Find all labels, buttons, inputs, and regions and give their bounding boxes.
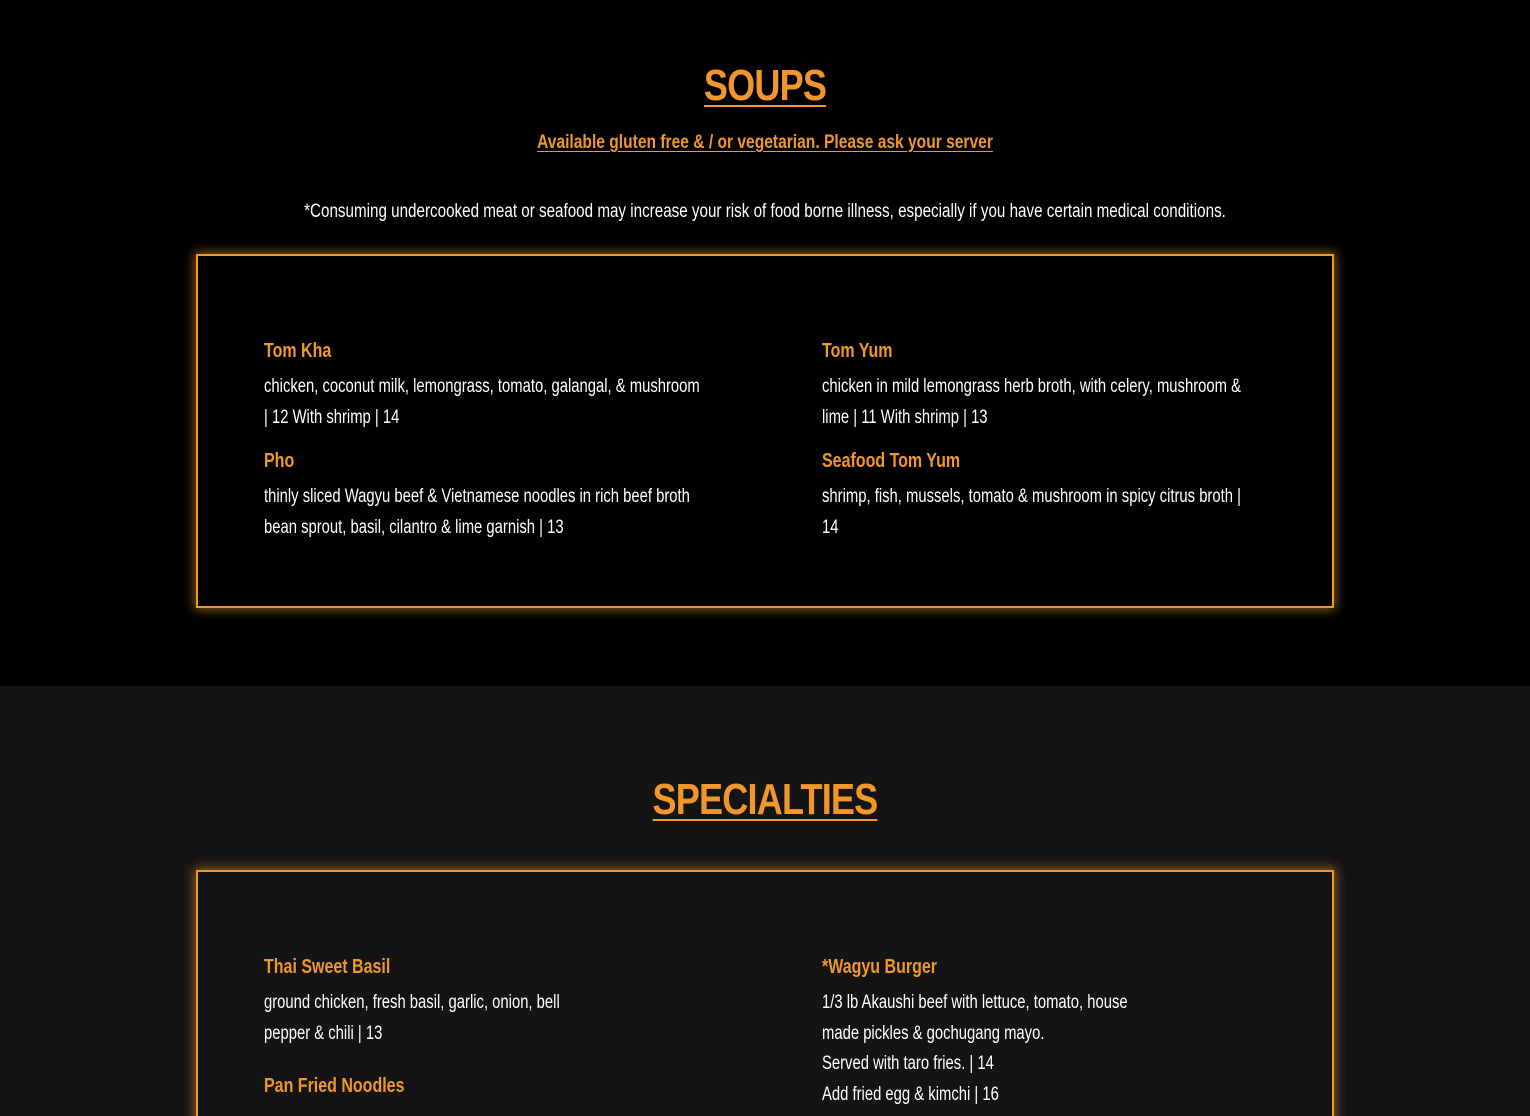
item-name: Tom Kha <box>264 340 332 362</box>
item-name: Thai Sweet Basil <box>264 956 391 978</box>
menu-item-tom-kha <box>264 338 714 433</box>
description-line: made pickles & gochugang mayo. <box>822 1022 1045 1044</box>
menu-item-seafood-tom-yum <box>822 448 1272 543</box>
specialties-section <box>0 686 1530 1116</box>
item-description: shrimp, fish, mussels, tomato & mushroom in spicy citrus broth | 14 <box>822 486 1241 538</box>
soups-subtitle: Available gluten free & / or vegetarian. Please ask your server <box>537 132 993 153</box>
food-safety-disclaimer: *Consuming undercooked meat or seafood may increase your risk of food borne illness, especially if you have certain medical conditions. <box>304 201 1226 222</box>
description-line: Served with taro fries. | 14 <box>822 1053 994 1074</box>
soups-menu-box <box>196 254 1334 608</box>
menu-item-pan-fried-noodles <box>264 1073 714 1099</box>
menu-item-pho <box>264 448 714 543</box>
item-name: Seafood Tom Yum <box>822 450 961 472</box>
specialties-title: SPECIALTIES <box>652 775 878 824</box>
menu-item-wagyu-burger <box>822 954 1272 1110</box>
specialties-menu-box <box>196 870 1334 1116</box>
item-name: *Wagyu Burger <box>822 956 937 978</box>
menu-item-thai-sweet-basil <box>264 954 714 1049</box>
item-description: chicken in mild lemongrass herb broth, with celery, mushroom & lime | 11 With shrimp | 13 <box>822 376 1241 428</box>
item-description <box>822 988 1259 1110</box>
description-line: Add fried egg & kimchi | 16 <box>822 1083 999 1105</box>
item-name: Tom Yum <box>822 340 893 362</box>
item-description: thinly sliced Wagyu beef & Vietnamese noodles in rich beef broth bean sprout, basil, cilantro & lime garnish | 13 <box>264 486 690 538</box>
item-description <box>264 988 701 1049</box>
item-description: chicken, coconut milk, lemongrass, tomato, galangal, & mushroom | 12 With shrimp | 14 <box>264 376 700 428</box>
menu-item-tom-yum <box>822 338 1272 433</box>
soups-title: SOUPS <box>703 61 827 110</box>
item-name: Pan Fried Noodles <box>264 1075 405 1097</box>
description-line: ground chicken, fresh basil, garlic, onion, bell <box>264 992 560 1013</box>
description-line: 1/3 lb Akaushi beef with lettuce, tomato, house <box>822 992 1128 1013</box>
description-line: pepper & chili | 13 <box>264 1022 383 1044</box>
item-name: Pho <box>264 450 295 472</box>
